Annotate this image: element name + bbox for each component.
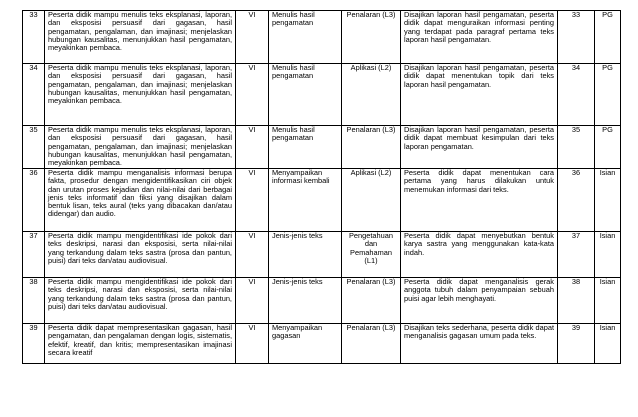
question-indicator: Disajikan laporan hasil pengamatan, peserta didik dapat menguraikan informasi penting yang terdapat pada paragraf pertama teks laporan hasil pengamatan. [401,11,558,64]
table-row [23,11,621,64]
question-form: PG [595,11,621,64]
question-form: PG [595,126,621,169]
question-number: 36 [558,169,595,232]
class-level: VI [236,278,269,324]
question-number: 35 [558,126,595,169]
question-indicator: Peserta didik dapat menentukan cara pertama yang harus dilakukan untuk menemukan informasi dari teks. [401,169,558,232]
table-row [23,324,621,364]
question-number: 34 [558,64,595,126]
question-form: Isian [595,278,621,324]
question-number: 37 [558,232,595,278]
table-row [23,232,621,278]
question-indicator: Disajikan laporan hasil pengamatan, peserta didik dapat menentukan topik dari teks laporan hasil pengamatan. [401,64,558,126]
cognitive-level: Penalaran (L3) [342,126,401,169]
class-level: VI [236,11,269,64]
question-indicator: Peserta didik dapat menyebutkan bentuk karya sastra yang menggunakan kata-kata indah. [401,232,558,278]
table-row [23,169,621,232]
row-number: 33 [23,11,45,64]
question-indicator: Disajikan teks sederhana, peserta didik dapat menganalisis gagasan umum pada teks. [401,324,558,364]
competency-indicator: Peserta didik mampu menulis teks eksplanasi, laporan, dan eksposisi persuasif dari gagasan, hasil pengamatan, pengalaman, dan imajinasi; menjelaskan hubungan kausalitas, menunjukkan hasil pengamatan, meyakinkan pembaca. [45,64,236,126]
competency-indicator: Peserta didik dapat mempresentasikan gagasan, hasil pengamatan, dan pengalaman dengan logis, sistematis, efektif, kreatif, dan kritis; mempresentasikan imajinasi secara kreatif [45,324,236,364]
question-number: 33 [558,11,595,64]
material: Menulis hasil pengamatan [269,64,342,126]
row-number: 34 [23,64,45,126]
cognitive-level: Aplikasi (L2) [342,169,401,232]
question-number: 38 [558,278,595,324]
assessment-grid-table [22,10,620,364]
row-number: 35 [23,126,45,169]
cognitive-level: Penalaran (L3) [342,324,401,364]
class-level: VI [236,324,269,364]
row-number: 37 [23,232,45,278]
cognitive-level: Aplikasi (L2) [342,64,401,126]
competency-indicator: Peserta didik mampu menganalisis informasi berupa fakta, prosedur dengan mengidentifikasikan ciri objek dan urutan proses kejadian dan nilai-nilai dari berbagai jenis teks informatif dan fiksi yang disajikan dalam bentuk lisan, teks aural (teks yang dibacakan dan/atau didengar) dan audio. [45,169,236,232]
cognitive-level: Penalaran (L3) [342,278,401,324]
question-form: Isian [595,232,621,278]
class-level: VI [236,64,269,126]
material: Jenis-jenis teks [269,232,342,278]
row-number: 36 [23,169,45,232]
material: Menyampaikan gagasan [269,324,342,364]
cognitive-level: Penalaran (L3) [342,11,401,64]
competency-indicator: Peserta didik mampu menulis teks eksplanasi, laporan, dan eksposisi persuasif dari gagasan, hasil pengamatan, pengalaman, dan imajinasi; menjelaskan hubungan kausalitas, menunjukkan hasil pengamatan, meyakinkan pembaca. [45,11,236,64]
material: Menulis hasil pengamatan [269,126,342,169]
cognitive-level: Pengetahuan dan Pemahaman (L1) [342,232,401,278]
question-indicator: Disajikan laporan hasil pengamatan, peserta didik dapat membuat kesimpulan dari teks laporan pengamatan. [401,126,558,169]
table-row [23,64,621,126]
competency-indicator: Peserta didik mampu mengidentifikasi ide pokok dari teks deskripsi, narasi dan eksposisi, serta nilai-nilai yang terkandung dalam teks sastra (prosa dan pantun, puisi) dari teks dan/atau audiovisual. [45,232,236,278]
row-number: 38 [23,278,45,324]
table-row [23,126,621,169]
class-level: VI [236,126,269,169]
table-row [23,278,621,324]
class-level: VI [236,169,269,232]
competency-indicator: Peserta didik mampu mengidentifikasi ide pokok dari teks deskripsi, narasi dan eksposisi, serta nilai-nilai yang terkandung dalam teks sastra (prosa dan pantun, puisi) dari teks dan/atau audiovisual. [45,278,236,324]
material: Menyampaikan informasi kembali [269,169,342,232]
material: Menulis hasil pengamatan [269,11,342,64]
row-number: 39 [23,324,45,364]
class-level: VI [236,232,269,278]
question-form: PG [595,64,621,126]
question-number: 39 [558,324,595,364]
question-indicator: Peserta didik dapat menganalisis gerak anggota tubuh dalam penyampaian sebuah puisi agar lebih menghayati. [401,278,558,324]
question-form: Isian [595,324,621,364]
competency-indicator: Peserta didik mampu menulis teks eksplanasi, laporan, dan eksposisi persuasif dari gagasan, hasil pengamatan, pengalaman, dan imajinasi; menjelaskan hubungan kausalitas, menunjukkan hasil pengamatan, meyakinkan pembaca. [45,126,236,169]
material: Jenis-jenis teks [269,278,342,324]
question-table [22,10,621,364]
question-form: Isian [595,169,621,232]
